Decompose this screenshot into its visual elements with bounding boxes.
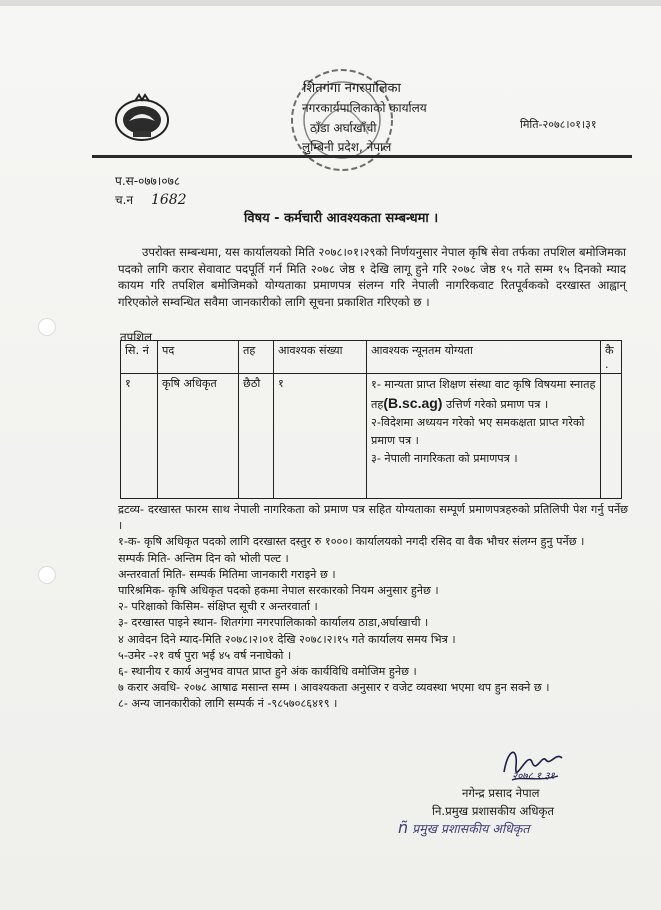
table-header-row <box>121 341 622 374</box>
stamp-mark-icon: ñ <box>398 818 409 837</box>
notes-section <box>118 502 628 713</box>
table-row <box>121 374 622 499</box>
note-line: ६- स्थानीय र कार्य अनुभव वापत प्राप्त हुने अंक कार्यविधि वमोजिम हुनेछ । <box>118 665 417 679</box>
patra-sankhya: प.स-०७७।०७८ <box>115 174 181 188</box>
qualification-1: १- मान्यता प्राप्त शिक्षण संस्था वाट कृषि विषयमा स्नातह तह(B.sc.ag) उत्तिर्ण गरेको प्रमाण पत्र । <box>371 378 596 411</box>
body-paragraph <box>118 244 626 311</box>
nepal-emblem-icon <box>113 93 171 143</box>
cell-post: कृषि अधिकृत <box>158 374 239 499</box>
letter-date: मिति-२०७८।०१।३१ <box>520 118 597 131</box>
note-line: द्रटव्य- दरखास्त फारम साथ नेपाली नागरिकता को प्रमाण पत्र सहित योग्यताका सम्पूर्ण प्रमाणपत्रहरुको प्रतिलिपी पेश गर्नु पर्नेछ । <box>118 503 628 533</box>
header-remarks: कै . <box>601 341 622 374</box>
header-qualification: आवश्यक न्यूनतम योग्यता <box>367 341 601 374</box>
header-level: तह <box>239 341 274 374</box>
header-sn: सि. नं <box>121 341 158 374</box>
cell-remarks <box>601 374 622 499</box>
chalani-number-row <box>115 191 187 208</box>
qualification-2: २-विदेशमा अध्ययन गरेको भए समकक्षता प्राप्त गरेको प्रमाण पत्र । <box>371 416 585 447</box>
scan-edge <box>0 0 661 6</box>
note-line: ५-उमेर -२१ वर्ष पुरा भई ४५ वर्ष ननाघेको । <box>118 648 292 662</box>
note-line: पारिश्रमिक- कृषि अधिकृत पदको हकमा नेपाल सरकारको नियम अनुसार हुनेछ । <box>118 584 439 598</box>
note-line: २- परिक्षाको किसिम- संक्षिप्त सूची र अन्तरवार्ता । <box>118 600 318 614</box>
cell-count: १ <box>274 374 367 499</box>
office-address: ठाँडा अर्घाखाँची <box>310 121 377 135</box>
designation-stamp: ñ प्रमुख प्रशासकीय अधिकृत <box>398 818 530 837</box>
note-line: सम्पर्क मिति- अन्तिम दिन को भोली पल्ट । <box>118 551 289 565</box>
office-subtitle: नगरकार्यपालिकाको कार्यालय <box>302 101 427 115</box>
vacancy-table <box>120 340 622 499</box>
cell-sn: १ <box>121 374 158 499</box>
body-text: उपरोक्त सम्बन्धमा, यस कार्यालयको मिति २०७८।०१।२९को निर्णयनुसार नेपाल कृषि सेवा तर्फका तपशिल बमोजिमका पदको लागि करार सेवावाट पदपूर्ति गर्न मिति २०७८ जेष्ठ १ देखि लागू हुने गरि २०७८ जेष्ठ १५ गते सम्म १५ दिनको म्याद कायम गरि तपशिल बमोजिमको योग्यताका प्रमाणपत्र संलग्न गरि नेपाली नागरिकवाट रितपूर्वकको दरखास्त आह्वान् गरिएकोले सम्वन्धित सवैमा जानकारीको लागि सूचना प्रकाशित गरिएको छ । <box>118 245 626 310</box>
note-line: ४ आवेदन दिने म्याद-मिति २०७८।२।०१ देखि २०७८।२।१५ गते कार्यालय समय भित्र । <box>118 632 456 646</box>
punch-hole-bottom <box>38 566 56 584</box>
note-line: ३- दरखास्त पाइने स्थान- शितगंगा नगरपालिकाको कार्यालय ठाडा,अर्घाखाची । <box>118 616 429 630</box>
cell-level: छैठौ <box>239 374 274 499</box>
note-line: ७ करार अवधि- २०७८ आषाढ मसान्त सम्म । आवश्यकता अनुसार र वजेट व्यवस्था भएमा थप हुन सक्ने छ । <box>118 681 550 695</box>
table-title: तपशिल <box>120 330 152 344</box>
subject-line: विषय - कर्मचारी आवश्यकता सम्बन्धमा । <box>244 211 439 226</box>
signatory-name: नगेन्द्र प्रसाद नेपाल <box>462 786 540 800</box>
office-province: लुम्बिनी प्रदेश, नेपाल <box>302 140 392 154</box>
note-line: अन्तरवार्ता मिति- सम्पर्क मितिमा जानकारी गराइने छ । <box>118 567 336 581</box>
qualification-3: ३- नेपाली नागरिकता को प्रमाणपत्र । <box>371 452 518 465</box>
header-count: आवश्यक संख्या <box>274 341 367 374</box>
cell-qualification <box>367 374 601 499</box>
note-line: ८- अन्य जानकारीको लागि सम्पर्क नं -९८५७०८६४१९ । <box>118 697 338 711</box>
header-divider <box>92 155 632 158</box>
signatory-designation: नि.प्रमुख प्रशासकीय अधिकृत <box>432 804 554 818</box>
office-name: शितगंगा नगरपालिका <box>303 81 401 96</box>
signature-date: २०७८.१.३१ <box>512 771 555 782</box>
note-line: १-क- कृषि अधिकृत पदको लागि दरखास्त दस्तुर रु १०००। कार्यालयको नगदी रसिद वा वैक भौचर संलग्न हुनु पर्नेछ । <box>118 535 585 549</box>
chalani-number: 1682 <box>150 192 187 208</box>
degree-name: (B.sc.ag) <box>383 395 443 411</box>
punch-hole-top <box>38 318 56 336</box>
header-post: पद <box>158 341 239 374</box>
chalani-label: च.न <box>115 193 134 207</box>
